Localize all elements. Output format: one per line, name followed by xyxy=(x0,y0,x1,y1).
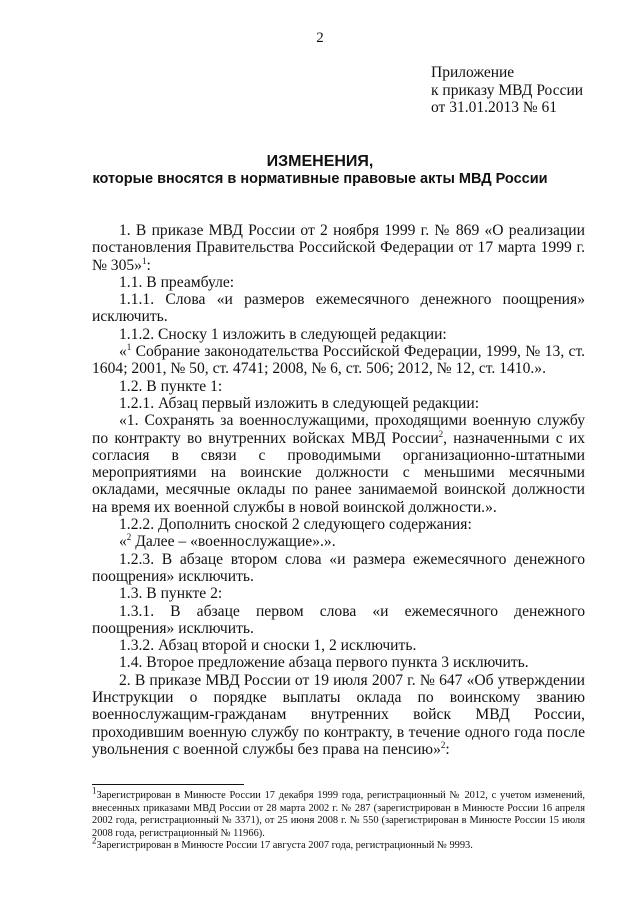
paragraph xyxy=(92,585,585,602)
footnote-ref: 2 xyxy=(126,532,132,543)
paragraph-text: 1.2.2. Дополнить сноской 2 следующего содержания: xyxy=(119,516,472,534)
footnote xyxy=(92,785,585,840)
paragraph xyxy=(92,551,585,586)
paragraph-text-tail: Собрание законодательства Российской Федерации, 1999, № 13, ст. 1604; 2001, № 50, ст. 4741; 2008, № 6, ст. 506; 2012, № 12, ст. 1410.». xyxy=(92,343,585,378)
paragraph-text: 1.1.2. Сноску 1 изложить в следующей редакции: xyxy=(119,325,447,343)
paragraph-text: 1.2. В пункте 1: xyxy=(119,377,223,395)
paragraph xyxy=(92,395,585,412)
paragraph xyxy=(92,222,585,274)
paragraph-text: «1. Сохранять за военнослужащими, проходящими военную службу по контракту во внутренних войсках МВД России xyxy=(92,412,585,447)
paragraph-text: 1.1. В преамбуле: xyxy=(119,273,235,291)
paragraph xyxy=(92,637,585,654)
footnote-number: 2 xyxy=(92,835,97,846)
paragraph-text: 1.3.1. В абзаце первом слова «и ежемесячного денежного поощрения» исключить. xyxy=(92,602,585,637)
footnotes xyxy=(92,785,585,853)
paragraph xyxy=(92,326,585,343)
paragraph-text: « xyxy=(119,533,127,551)
document-title: ИЗМЕНЕНИЯ, xyxy=(266,153,374,170)
footnote-text: Зарегистрирован в Минюсте России 17 декабря 1999 года, регистрационный № 2012, с учетом изменений, внесенных приказами МВД России от 28 марта 2002 г. № 287 (зарегистрирован в Минюсте России 16 апреля 2002 года, регистрационный № 3371), от 25 июня 2008 г. № 550 (зарегистрирован в Минюсте России 15 июля 2008 года, регистрационный № 11966). xyxy=(92,790,585,839)
paragraph xyxy=(92,672,585,758)
paragraph-text: 2. В приказе МВД России от 19 июля 2007 г. № 647 «Об утверждении Инструкции о порядке выплаты оклада по воинскому званию военнослужащим-гражданам внутренних войск МВД России, проходившим военную службу по контракту, в течение одного года после увольнения с военной службы без права на пенсию» xyxy=(92,671,585,758)
paragraph xyxy=(92,516,585,533)
paragraph-text: 1.3. В пункте 2: xyxy=(119,585,223,603)
page-number: 2 xyxy=(316,30,324,46)
document-body xyxy=(92,222,585,758)
paragraph xyxy=(92,603,585,638)
footnote-number: 1 xyxy=(92,785,97,796)
paragraph xyxy=(92,412,585,516)
paragraph xyxy=(92,533,585,550)
paragraph-text-tail: Далее – «военнослужащие».». xyxy=(131,533,336,551)
paragraph-text-tail: : xyxy=(146,256,151,274)
appendix-line-1: Приложение xyxy=(431,64,515,81)
paragraph xyxy=(92,343,585,378)
paragraph-text: « xyxy=(119,343,127,361)
document-subtitle: которые вносятся в нормативные правовые акты МВД России xyxy=(92,171,548,187)
paragraph-text: 1.1.1. Слова «и размеров ежемесячного денежного поощрения» исключить. xyxy=(92,291,585,326)
paragraph-text: 1. В приказе МВД России от 2 ноября 1999 г. № 869 «О реализации постановления Правительства Российской Федерации от 17 марта 1999 г. № 305» xyxy=(92,222,585,274)
paragraph xyxy=(92,378,585,395)
paragraph-text-tail: , назначенными с их согласия в связи с проводимыми организационно-штатными мероприятиями на воинские должности с меньшими месячными окладами, месячные оклады по ранее занимаемой воинской должности на время их военной службы в новой воинской должности.». xyxy=(92,429,585,516)
paragraph xyxy=(92,654,585,671)
paragraph xyxy=(92,274,585,291)
appendix-line-2: к приказу МВД России xyxy=(431,81,584,99)
footnote-text: Зарегистрирован в Минюсте России 17 августа 2007 года, регистрационный № 9993. xyxy=(96,840,473,851)
footnote-ref: 1 xyxy=(126,341,132,352)
paragraph-text: 1.3.2. Абзац второй и сноски 1, 2 исключить. xyxy=(119,637,417,655)
footnote-ref: 1 xyxy=(141,255,147,266)
footnote-ref: 2 xyxy=(440,739,446,750)
footnote-divider xyxy=(92,784,244,785)
appendix-line-3: от 31.01.2013 № 61 xyxy=(431,99,557,116)
appendix-block xyxy=(431,64,583,117)
paragraph-text: 1.4. Второе предложение абзаца первого пункта 3 исключить. xyxy=(119,654,529,672)
paragraph xyxy=(92,291,585,326)
paragraph-text: 1.2.1. Абзац первый изложить в следующей редакции: xyxy=(119,394,480,412)
paragraph-text: 1.2.3. В абзаце втором слова «и размера ежемесячного денежного поощрения» исключить. xyxy=(92,550,585,585)
footnote xyxy=(92,835,585,853)
footnote-ref: 2 xyxy=(438,428,444,439)
paragraph-text-tail: : xyxy=(445,740,450,758)
